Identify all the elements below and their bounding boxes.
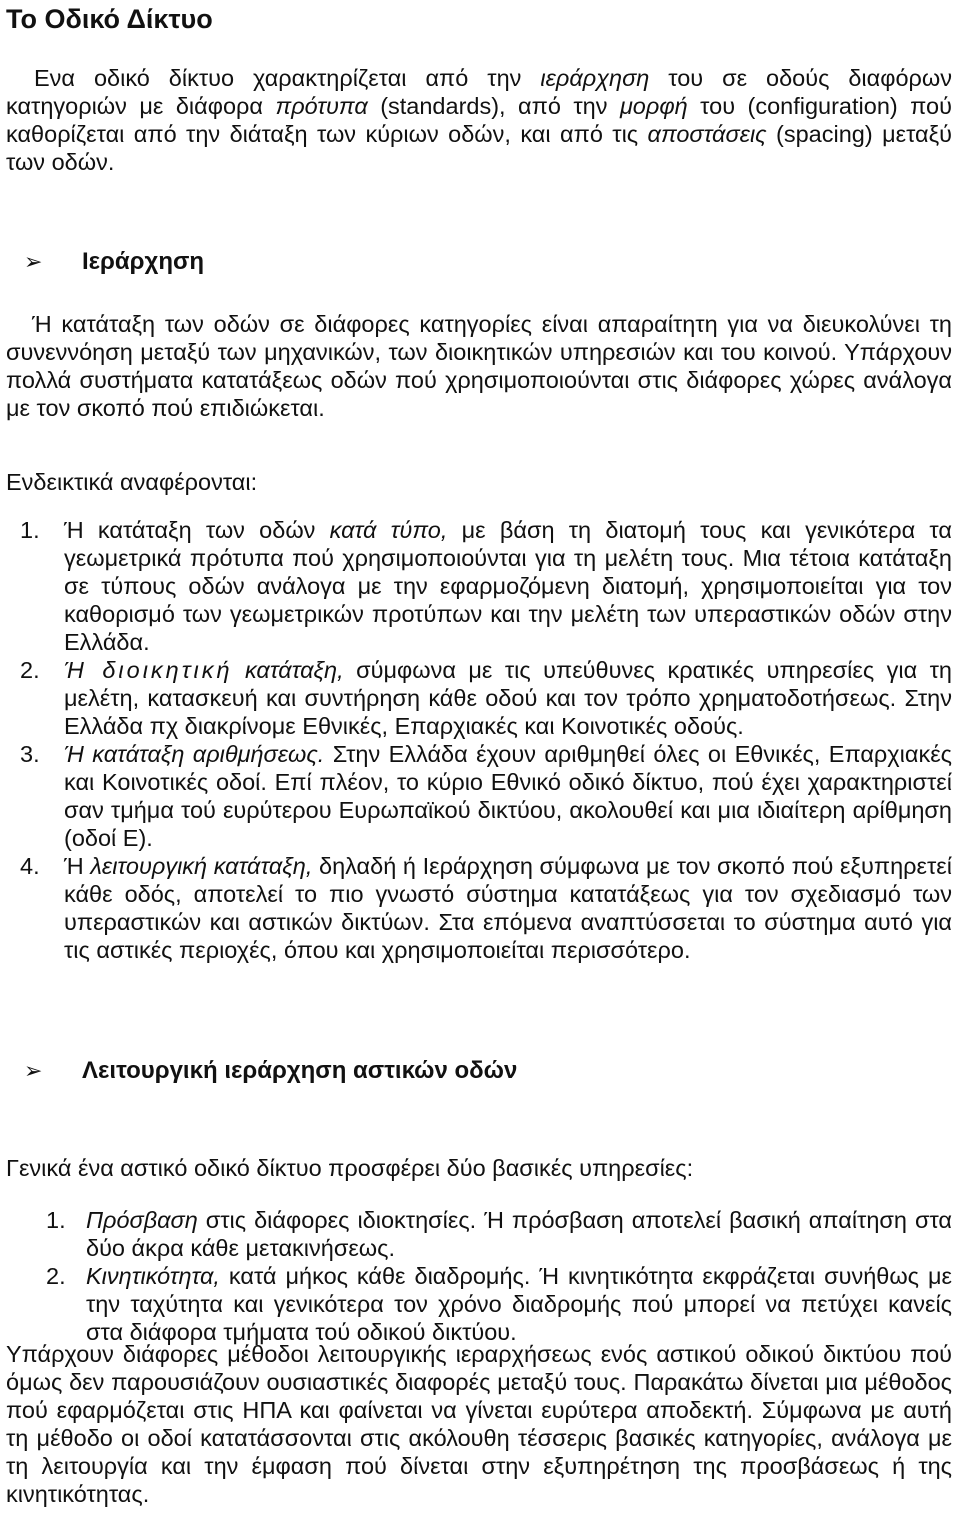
hierarchy-paragraph-text: Ή κατάταξη των οδών σε διάφορες κατηγορίες είναι απαραίτητη για να διευκολύνει τη συνεννόηση μεταξύ των μηχανικών, των διοικητικών υπηρεσιών και του κοινού. Υπάρχουν πολλά συστήματα κατατάξεως οδών πού χρησιμοποιούνται στις διάφορες χώρες ανάλογα με τον σκοπό πού επιδιώκεται.	[6, 311, 952, 421]
list-item-number: 1.	[46, 1207, 66, 1233]
list-item-text: με βάση τη διατομή τους και γενικότερα τα γεωμετρικά πρότυπα πού χρησιμοποιούνται για τη μελέτη τους. Μια τέτοια κατάταξη σε τύπους οδών ανάλογα με την εφαρμοζόμενη διατομή, χρησιμοποιείται για τον καθορισμό των γεωμετρικών προτύπων και την μελέτη των υπεραστικών οδών στην Ελλάδα.	[64, 517, 952, 655]
list-item	[6, 852, 952, 964]
services-list	[6, 1206, 952, 1346]
list-item-text: σύμφωνα με τις υπεύθυνες κρατικές υπηρεσίες για τη μελέτη, κατασκευή και συντήρηση κάθε οδού και τον τρόπο χρηματοδοτήσεως. Στην Ελλάδα πχ διακρίνομε Εθνικές, Επαρχιακές και Κοινοτικές οδούς.	[64, 657, 952, 739]
list-item-number: 2.	[20, 657, 40, 683]
list-item	[6, 656, 952, 740]
list-item-emphasis: Κινητικότητα,	[86, 1263, 220, 1289]
section-heading-functional	[24, 1057, 517, 1085]
intro-emphasis-standards: πρότυπα	[275, 93, 368, 119]
arrow-bullet-icon: ➢	[24, 1058, 43, 1083]
list-item-text: δηλαδή ή Ιεράρχηση σύμφωνα με τον σκοπό πού εξυπηρετεί κάθε οδός, αποτελεί το πιο γνωστό σύστημα κατατάξεως για τον σχεδιασμό των υπεραστικών και αστικών δικτύων. Στα επόμενα αναπτύσσεται το σύστημα αυτό για τις αστικές περιοχές, όπου και χρησιμοποιείται περισσότερο.	[64, 853, 952, 963]
section-heading-text: Λειτουργική ιεράρχηση αστικών οδών	[82, 1057, 518, 1084]
list-item-text: στις διάφορες ιδιοκτησίες. Ή πρόσβαση αποτελεί βασική απαίτηση στα δύο άκρα κάθε μετακινήσεως.	[86, 1207, 952, 1261]
list-item	[6, 1206, 952, 1262]
list-item-text: Ή κατάταξη των οδών	[64, 517, 330, 543]
list-item-emphasis: κατάταξη,	[232, 657, 344, 683]
list-item-emphasis: Πρόσβαση	[86, 1207, 198, 1233]
list-item-text: Ή	[64, 853, 91, 879]
list-item-number: 1.	[20, 517, 40, 543]
list-item-number: 3.	[20, 741, 40, 767]
list-item-number: 2.	[46, 1263, 66, 1289]
list-item-number: 4.	[20, 853, 40, 879]
arrow-bullet-icon: ➢	[24, 249, 43, 274]
classification-list	[6, 516, 952, 964]
list-item	[6, 740, 952, 852]
intro-text: (spacing) μεταξύ των οδών.	[6, 121, 953, 175]
services-lead: Γενικά ένα αστικό οδικό δίκτυο προσφέρει δύο βασικές υπηρεσίες:	[6, 1155, 694, 1181]
list-item-emphasis: λειτουργική κατάταξη,	[90, 853, 313, 879]
section-heading-text: Ιεράρχηση	[82, 248, 205, 275]
methods-paragraph: Υπάρχουν διάφορες μέθοδοι λειτουργικής ιεραρχήσεως ενός αστικού οδικού δικτύου πού όμως δεν παρουσιάζουν ουσιαστικές διαφορές μεταξύ τους. Παρακάτω δίνεται μια μέθοδος πού εφαρμόζεται στις ΗΠΑ και φαίνεται να γίνεται ευρύτερα αποδεκτή. Σύμφωνα με αυτή τη μέθοδο οι οδοί κατατάσσονται στις ακόλουθη τέσσερις βασικές κατηγορίες, ανάλογα με τη λειτουργία και την έμφαση πού δίνεται στην εξυπηρέτηση της προσβάσεως ή της κινητικότητας.	[6, 1341, 952, 1507]
list-item-text: Στην Ελλάδα έχουν αριθμηθεί όλες οι Εθνικές, Επαρχιακές και Κοινοτικές οδοί. Επί πλέον, το κύριο Εθνικό οδικό δίκτυο, πού έχει χαρακτηριστεί σαν τμήμα τού ευρύτερου Ευρωπαϊκού δικτύου, ακολουθεί και μια ιδιαίτερη αρίθμηση (οδοί Ε).	[64, 741, 952, 851]
intro-emphasis-spacing: αποστάσεις	[647, 121, 767, 147]
intro-paragraph	[6, 64, 952, 176]
intro-text: του (configuration) πού καθορίζεται από την διάταξη των κύριων οδών, και από τις	[6, 93, 952, 147]
hierarchy-paragraph	[6, 310, 952, 422]
list-item	[6, 1262, 952, 1346]
list-item-emphasis: Ή διοικητική	[64, 657, 233, 683]
list-item	[6, 516, 952, 656]
intro-text: (standards), από την	[367, 93, 620, 119]
list-item-emphasis: κατά τύπο,	[329, 517, 448, 543]
list-item-emphasis: Ή κατάταξη αριθμήσεως.	[64, 741, 325, 767]
intro-text: του σε οδούς διαφόρων κατηγοριών με διάφορα	[6, 65, 952, 119]
intro-text: Ενα οδικό δίκτυο χαρακτηρίζεται από την	[34, 65, 541, 91]
intro-emphasis-hierarchy: ιεράρχηση	[540, 65, 650, 91]
section-heading-hierarchy	[24, 248, 204, 276]
list-item-text: κατά μήκος κάθε διαδρομής. Ή κινητικότητα εκφράζεται συνήθως με την ταχύτητα και γενικότερα τον χρόνο διαδρομής πού μπορεί να πετύχει κανείς στα διάφορα τμήματα τού οδικού δικτύου.	[86, 1263, 952, 1345]
examples-lead: Ενδεικτικά αναφέρονται:	[6, 469, 258, 495]
page-title: Το Οδικό Δίκτυο	[6, 4, 213, 34]
intro-emphasis-form: μορφή	[619, 93, 688, 119]
